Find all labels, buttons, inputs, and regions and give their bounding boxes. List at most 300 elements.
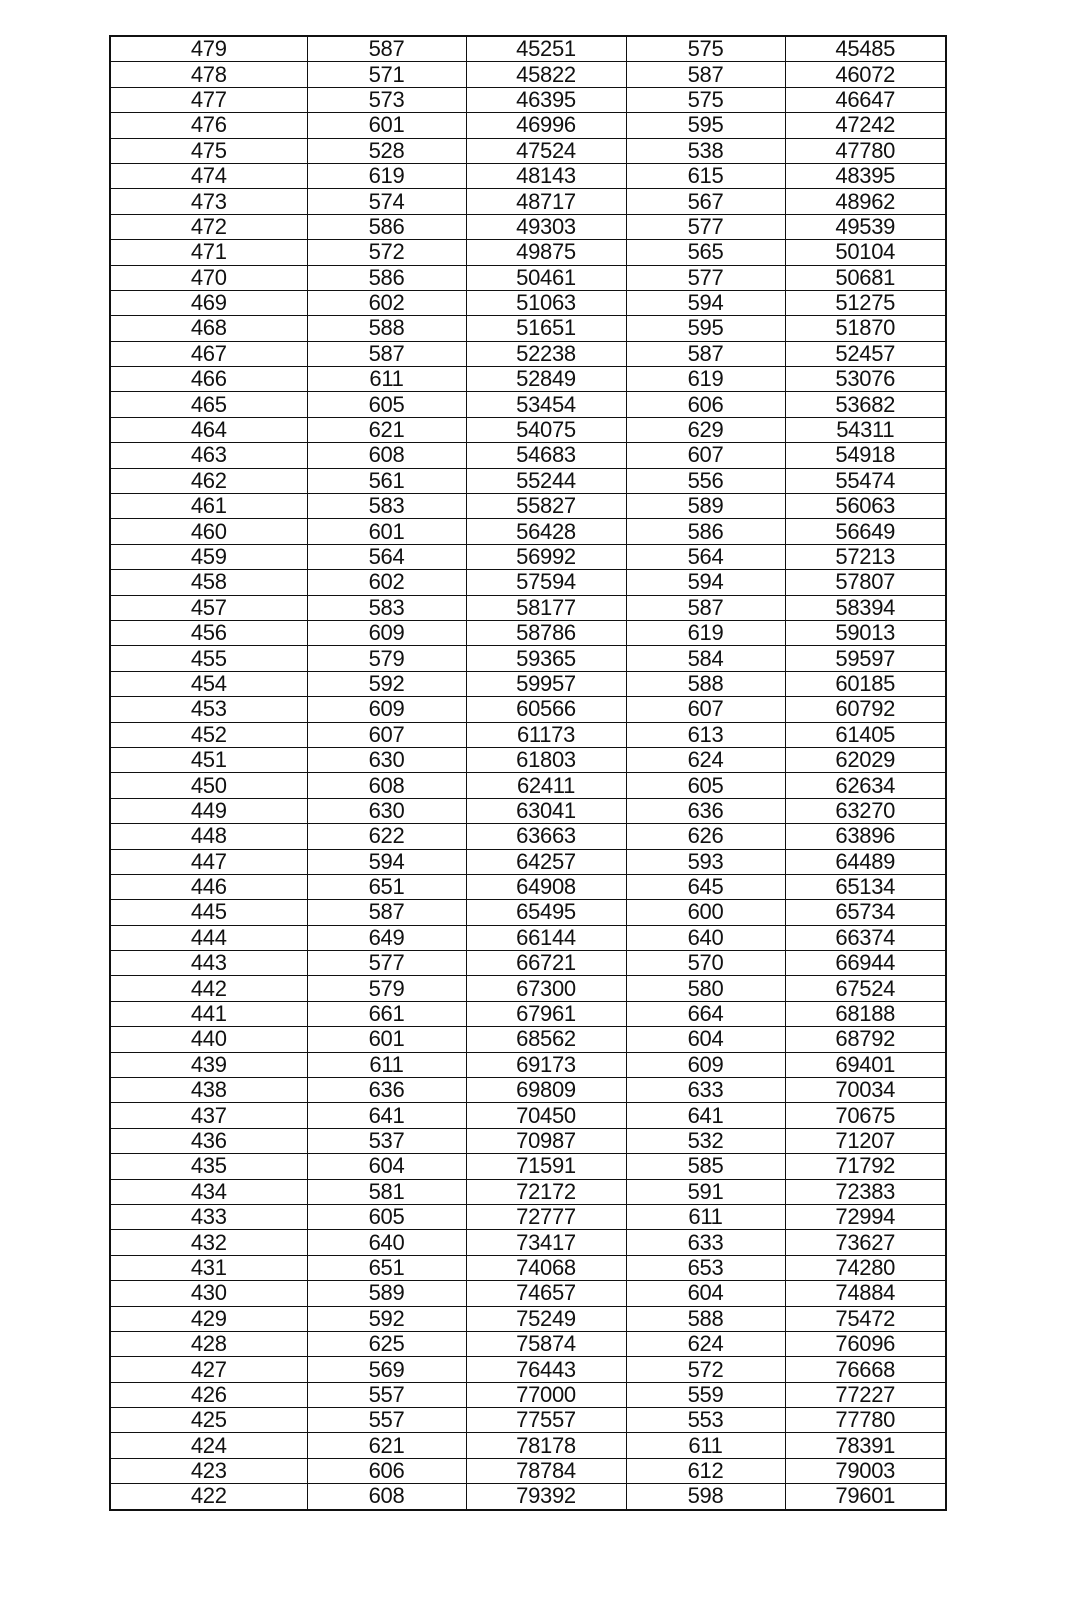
score-distribution-table — [109, 35, 947, 1511]
col-5-cell: 77780 — [785, 1408, 946, 1433]
table-row — [110, 824, 946, 849]
col-5-cell: 72383 — [785, 1179, 946, 1204]
col-4-cell: 604 — [626, 1281, 785, 1306]
col-5-cell: 45485 — [785, 36, 946, 62]
table-row — [110, 1027, 946, 1052]
table-row — [110, 290, 946, 315]
col-3-cell: 54683 — [466, 443, 626, 468]
col-5-cell: 56649 — [785, 519, 946, 544]
col-3-cell: 52238 — [466, 341, 626, 366]
col-4-cell: 609 — [626, 1052, 785, 1077]
col-1-cell: 425 — [110, 1408, 307, 1433]
col-3-cell: 78784 — [466, 1458, 626, 1483]
col-5-cell: 49539 — [785, 214, 946, 239]
table-row — [110, 722, 946, 747]
table-row — [110, 417, 946, 442]
table-row — [110, 1078, 946, 1103]
col-5-cell: 65134 — [785, 874, 946, 899]
col-1-cell: 459 — [110, 544, 307, 569]
table-row — [110, 214, 946, 239]
col-2-cell: 592 — [307, 1306, 466, 1331]
col-1-cell: 475 — [110, 138, 307, 163]
col-4-cell: 624 — [626, 1331, 785, 1356]
col-2-cell: 561 — [307, 468, 466, 493]
col-3-cell: 49875 — [466, 240, 626, 265]
col-2-cell: 574 — [307, 189, 466, 214]
col-4-cell: 584 — [626, 646, 785, 671]
table-row — [110, 367, 946, 392]
col-3-cell: 66144 — [466, 925, 626, 950]
col-2-cell: 557 — [307, 1382, 466, 1407]
col-3-cell: 51651 — [466, 316, 626, 341]
table-row — [110, 1458, 946, 1483]
col-3-cell: 46395 — [466, 87, 626, 112]
col-1-cell: 446 — [110, 874, 307, 899]
col-1-cell: 436 — [110, 1128, 307, 1153]
col-3-cell: 62411 — [466, 773, 626, 798]
col-2-cell: 537 — [307, 1128, 466, 1153]
col-4-cell: 577 — [626, 265, 785, 290]
col-5-cell: 65734 — [785, 900, 946, 925]
col-1-cell: 424 — [110, 1433, 307, 1458]
col-1-cell: 450 — [110, 773, 307, 798]
table-row — [110, 1204, 946, 1229]
table-row — [110, 494, 946, 519]
col-4-cell: 587 — [626, 595, 785, 620]
col-2-cell: 609 — [307, 620, 466, 645]
col-5-cell: 62634 — [785, 773, 946, 798]
table-row — [110, 113, 946, 138]
col-4-cell: 588 — [626, 1306, 785, 1331]
table-row — [110, 1179, 946, 1204]
col-1-cell: 427 — [110, 1357, 307, 1382]
col-5-cell: 61405 — [785, 722, 946, 747]
col-2-cell: 572 — [307, 240, 466, 265]
col-4-cell: 653 — [626, 1255, 785, 1280]
col-2-cell: 630 — [307, 747, 466, 772]
table-row — [110, 544, 946, 569]
col-1-cell: 438 — [110, 1078, 307, 1103]
col-2-cell: 608 — [307, 443, 466, 468]
col-4-cell: 619 — [626, 367, 785, 392]
col-2-cell: 607 — [307, 722, 466, 747]
col-5-cell: 57213 — [785, 544, 946, 569]
col-1-cell: 469 — [110, 290, 307, 315]
table-row — [110, 1281, 946, 1306]
col-5-cell: 50104 — [785, 240, 946, 265]
col-5-cell: 75472 — [785, 1306, 946, 1331]
col-2-cell: 611 — [307, 1052, 466, 1077]
col-2-cell: 564 — [307, 544, 466, 569]
col-4-cell: 553 — [626, 1408, 785, 1433]
col-2-cell: 625 — [307, 1331, 466, 1356]
table-row — [110, 849, 946, 874]
col-4-cell: 538 — [626, 138, 785, 163]
col-3-cell: 58177 — [466, 595, 626, 620]
col-3-cell: 52849 — [466, 367, 626, 392]
col-1-cell: 457 — [110, 595, 307, 620]
col-3-cell: 48143 — [466, 163, 626, 188]
col-2-cell: 621 — [307, 417, 466, 442]
col-5-cell: 54918 — [785, 443, 946, 468]
col-4-cell: 577 — [626, 214, 785, 239]
table-row — [110, 189, 946, 214]
col-3-cell: 68562 — [466, 1027, 626, 1052]
col-1-cell: 471 — [110, 240, 307, 265]
col-1-cell: 445 — [110, 900, 307, 925]
col-1-cell: 441 — [110, 1001, 307, 1026]
col-5-cell: 64489 — [785, 849, 946, 874]
table-row — [110, 163, 946, 188]
col-5-cell: 63270 — [785, 798, 946, 823]
col-3-cell: 69173 — [466, 1052, 626, 1077]
col-4-cell: 564 — [626, 544, 785, 569]
col-2-cell: 611 — [307, 367, 466, 392]
col-1-cell: 437 — [110, 1103, 307, 1128]
col-4-cell: 588 — [626, 671, 785, 696]
col-5-cell: 51275 — [785, 290, 946, 315]
col-2-cell: 621 — [307, 1433, 466, 1458]
col-4-cell: 532 — [626, 1128, 785, 1153]
table-row — [110, 1001, 946, 1026]
col-2-cell: 604 — [307, 1154, 466, 1179]
col-1-cell: 451 — [110, 747, 307, 772]
col-2-cell: 661 — [307, 1001, 466, 1026]
col-2-cell: 586 — [307, 214, 466, 239]
col-2-cell: 573 — [307, 87, 466, 112]
col-5-cell: 66944 — [785, 951, 946, 976]
col-4-cell: 606 — [626, 392, 785, 417]
col-5-cell: 60185 — [785, 671, 946, 696]
col-2-cell: 587 — [307, 36, 466, 62]
col-2-cell: 605 — [307, 1204, 466, 1229]
col-3-cell: 79392 — [466, 1484, 626, 1510]
col-3-cell: 55827 — [466, 494, 626, 519]
col-3-cell: 75249 — [466, 1306, 626, 1331]
table-row — [110, 341, 946, 366]
col-3-cell: 61173 — [466, 722, 626, 747]
col-5-cell: 68188 — [785, 1001, 946, 1026]
col-4-cell: 587 — [626, 62, 785, 87]
table-row — [110, 87, 946, 112]
col-4-cell: 607 — [626, 697, 785, 722]
col-4-cell: 587 — [626, 341, 785, 366]
col-5-cell: 48395 — [785, 163, 946, 188]
col-3-cell: 51063 — [466, 290, 626, 315]
table-row — [110, 1154, 946, 1179]
col-3-cell: 71591 — [466, 1154, 626, 1179]
col-4-cell: 570 — [626, 951, 785, 976]
col-3-cell: 70450 — [466, 1103, 626, 1128]
col-4-cell: 629 — [626, 417, 785, 442]
table-row — [110, 773, 946, 798]
col-2-cell: 588 — [307, 316, 466, 341]
col-1-cell: 442 — [110, 976, 307, 1001]
table-row — [110, 646, 946, 671]
col-3-cell: 54075 — [466, 417, 626, 442]
col-3-cell: 75874 — [466, 1331, 626, 1356]
col-2-cell: 569 — [307, 1357, 466, 1382]
col-2-cell: 587 — [307, 341, 466, 366]
col-4-cell: 591 — [626, 1179, 785, 1204]
table-row — [110, 519, 946, 544]
col-4-cell: 624 — [626, 747, 785, 772]
col-2-cell: 528 — [307, 138, 466, 163]
col-2-cell: 601 — [307, 1027, 466, 1052]
col-3-cell: 67300 — [466, 976, 626, 1001]
col-5-cell: 71207 — [785, 1128, 946, 1153]
col-2-cell: 571 — [307, 62, 466, 87]
col-4-cell: 594 — [626, 570, 785, 595]
col-5-cell: 53076 — [785, 367, 946, 392]
col-1-cell: 439 — [110, 1052, 307, 1077]
col-5-cell: 46647 — [785, 87, 946, 112]
col-4-cell: 598 — [626, 1484, 785, 1510]
col-4-cell: 645 — [626, 874, 785, 899]
table-row — [110, 1128, 946, 1153]
table-row — [110, 671, 946, 696]
col-1-cell: 468 — [110, 316, 307, 341]
col-4-cell: 619 — [626, 620, 785, 645]
col-5-cell: 68792 — [785, 1027, 946, 1052]
col-5-cell: 59013 — [785, 620, 946, 645]
table-row — [110, 1306, 946, 1331]
col-3-cell: 77557 — [466, 1408, 626, 1433]
col-2-cell: 602 — [307, 570, 466, 595]
col-1-cell: 448 — [110, 824, 307, 849]
col-1-cell: 429 — [110, 1306, 307, 1331]
col-3-cell: 58786 — [466, 620, 626, 645]
col-2-cell: 609 — [307, 697, 466, 722]
col-4-cell: 589 — [626, 494, 785, 519]
col-1-cell: 431 — [110, 1255, 307, 1280]
col-5-cell: 54311 — [785, 417, 946, 442]
col-4-cell: 633 — [626, 1078, 785, 1103]
table-row — [110, 1103, 946, 1128]
col-3-cell: 60566 — [466, 697, 626, 722]
col-5-cell: 79003 — [785, 1458, 946, 1483]
col-1-cell: 473 — [110, 189, 307, 214]
col-3-cell: 63041 — [466, 798, 626, 823]
col-3-cell: 78178 — [466, 1433, 626, 1458]
col-5-cell: 62029 — [785, 747, 946, 772]
col-4-cell: 586 — [626, 519, 785, 544]
col-4-cell: 611 — [626, 1433, 785, 1458]
table-row — [110, 1255, 946, 1280]
col-1-cell: 478 — [110, 62, 307, 87]
col-3-cell: 59957 — [466, 671, 626, 696]
col-1-cell: 465 — [110, 392, 307, 417]
col-1-cell: 472 — [110, 214, 307, 239]
col-2-cell: 579 — [307, 646, 466, 671]
table-row — [110, 1408, 946, 1433]
col-5-cell: 59597 — [785, 646, 946, 671]
col-3-cell: 74657 — [466, 1281, 626, 1306]
col-4-cell: 641 — [626, 1103, 785, 1128]
col-3-cell: 56428 — [466, 519, 626, 544]
col-1-cell: 444 — [110, 925, 307, 950]
col-4-cell: 613 — [626, 722, 785, 747]
col-5-cell: 58394 — [785, 595, 946, 620]
col-3-cell: 45822 — [466, 62, 626, 87]
col-1-cell: 449 — [110, 798, 307, 823]
col-1-cell: 422 — [110, 1484, 307, 1510]
col-1-cell: 476 — [110, 113, 307, 138]
col-3-cell: 74068 — [466, 1255, 626, 1280]
col-1-cell: 426 — [110, 1382, 307, 1407]
col-1-cell: 433 — [110, 1204, 307, 1229]
col-3-cell: 66721 — [466, 951, 626, 976]
col-3-cell: 45251 — [466, 36, 626, 62]
col-1-cell: 462 — [110, 468, 307, 493]
col-2-cell: 619 — [307, 163, 466, 188]
table-row — [110, 874, 946, 899]
col-1-cell: 453 — [110, 697, 307, 722]
col-5-cell: 74280 — [785, 1255, 946, 1280]
col-1-cell: 467 — [110, 341, 307, 366]
table-row — [110, 697, 946, 722]
col-1-cell: 461 — [110, 494, 307, 519]
col-4-cell: 636 — [626, 798, 785, 823]
table-row — [110, 1484, 946, 1510]
col-1-cell: 443 — [110, 951, 307, 976]
col-3-cell: 57594 — [466, 570, 626, 595]
table-row — [110, 900, 946, 925]
col-4-cell: 556 — [626, 468, 785, 493]
table-row — [110, 240, 946, 265]
col-3-cell: 50461 — [466, 265, 626, 290]
table-row — [110, 138, 946, 163]
col-4-cell: 611 — [626, 1204, 785, 1229]
col-2-cell: 636 — [307, 1078, 466, 1103]
col-1-cell: 455 — [110, 646, 307, 671]
table-row — [110, 1382, 946, 1407]
col-1-cell: 430 — [110, 1281, 307, 1306]
col-3-cell: 64257 — [466, 849, 626, 874]
table-row — [110, 620, 946, 645]
col-2-cell: 622 — [307, 824, 466, 849]
table-row — [110, 976, 946, 1001]
col-4-cell: 605 — [626, 773, 785, 798]
col-2-cell: 602 — [307, 290, 466, 315]
col-4-cell: 600 — [626, 900, 785, 925]
col-5-cell: 73627 — [785, 1230, 946, 1255]
col-5-cell: 47780 — [785, 138, 946, 163]
col-4-cell: 612 — [626, 1458, 785, 1483]
col-3-cell: 53454 — [466, 392, 626, 417]
col-4-cell: 664 — [626, 1001, 785, 1026]
table-row — [110, 798, 946, 823]
col-3-cell: 49303 — [466, 214, 626, 239]
col-2-cell: 594 — [307, 849, 466, 874]
col-5-cell: 46072 — [785, 62, 946, 87]
col-1-cell: 479 — [110, 36, 307, 62]
col-1-cell: 477 — [110, 87, 307, 112]
col-5-cell: 55474 — [785, 468, 946, 493]
col-4-cell: 559 — [626, 1382, 785, 1407]
col-2-cell: 583 — [307, 595, 466, 620]
col-4-cell: 595 — [626, 316, 785, 341]
table-row — [110, 1331, 946, 1356]
col-5-cell: 79601 — [785, 1484, 946, 1510]
col-3-cell: 76443 — [466, 1357, 626, 1382]
col-2-cell: 651 — [307, 874, 466, 899]
table-row — [110, 1230, 946, 1255]
col-2-cell: 579 — [307, 976, 466, 1001]
col-4-cell: 567 — [626, 189, 785, 214]
col-3-cell: 46996 — [466, 113, 626, 138]
col-1-cell: 456 — [110, 620, 307, 645]
col-4-cell: 640 — [626, 925, 785, 950]
col-5-cell: 77227 — [785, 1382, 946, 1407]
col-5-cell: 72994 — [785, 1204, 946, 1229]
col-3-cell: 73417 — [466, 1230, 626, 1255]
col-2-cell: 608 — [307, 773, 466, 798]
col-5-cell: 71792 — [785, 1154, 946, 1179]
col-3-cell: 47524 — [466, 138, 626, 163]
col-1-cell: 435 — [110, 1154, 307, 1179]
col-5-cell: 67524 — [785, 976, 946, 1001]
table-row — [110, 595, 946, 620]
col-4-cell: 607 — [626, 443, 785, 468]
table-row — [110, 1357, 946, 1382]
col-1-cell: 452 — [110, 722, 307, 747]
col-3-cell: 61803 — [466, 747, 626, 772]
col-3-cell: 65495 — [466, 900, 626, 925]
col-4-cell: 615 — [626, 163, 785, 188]
col-2-cell: 608 — [307, 1484, 466, 1510]
col-1-cell: 460 — [110, 519, 307, 544]
col-4-cell: 580 — [626, 976, 785, 1001]
col-2-cell: 587 — [307, 900, 466, 925]
table-row — [110, 468, 946, 493]
col-5-cell: 70675 — [785, 1103, 946, 1128]
table-row — [110, 747, 946, 772]
col-5-cell: 51870 — [785, 316, 946, 341]
col-4-cell: 593 — [626, 849, 785, 874]
col-1-cell: 463 — [110, 443, 307, 468]
col-5-cell: 74884 — [785, 1281, 946, 1306]
col-1-cell: 470 — [110, 265, 307, 290]
col-5-cell: 47242 — [785, 113, 946, 138]
col-4-cell: 585 — [626, 1154, 785, 1179]
col-3-cell: 70987 — [466, 1128, 626, 1153]
col-2-cell: 577 — [307, 951, 466, 976]
table-row — [110, 570, 946, 595]
col-2-cell: 649 — [307, 925, 466, 950]
col-5-cell: 70034 — [785, 1078, 946, 1103]
col-4-cell: 572 — [626, 1357, 785, 1382]
col-1-cell: 474 — [110, 163, 307, 188]
col-5-cell: 69401 — [785, 1052, 946, 1077]
table-row — [110, 316, 946, 341]
col-1-cell: 428 — [110, 1331, 307, 1356]
col-4-cell: 594 — [626, 290, 785, 315]
col-5-cell: 78391 — [785, 1433, 946, 1458]
table-body — [110, 36, 946, 1510]
col-1-cell: 454 — [110, 671, 307, 696]
col-3-cell: 56992 — [466, 544, 626, 569]
col-4-cell: 604 — [626, 1027, 785, 1052]
col-2-cell: 586 — [307, 265, 466, 290]
col-1-cell: 458 — [110, 570, 307, 595]
col-5-cell: 50681 — [785, 265, 946, 290]
col-2-cell: 641 — [307, 1103, 466, 1128]
col-5-cell: 76668 — [785, 1357, 946, 1382]
col-1-cell: 434 — [110, 1179, 307, 1204]
col-2-cell: 581 — [307, 1179, 466, 1204]
col-2-cell: 651 — [307, 1255, 466, 1280]
